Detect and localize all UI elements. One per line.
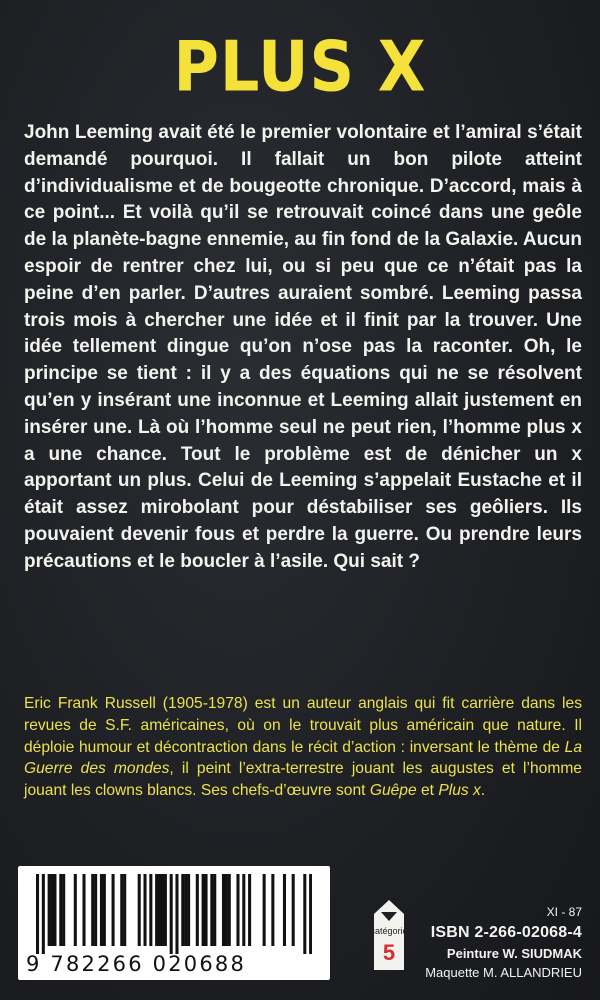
- barcode-bar: [36, 874, 39, 954]
- barcode-bar: [59, 874, 62, 946]
- bio-italic-title-3: Plus x: [438, 782, 481, 800]
- barcode-bar: [103, 874, 106, 946]
- barcode-bar: [42, 874, 45, 954]
- bio-text-3: et: [416, 782, 439, 800]
- barcode-bar: [164, 874, 167, 946]
- barcode-bars: [36, 874, 312, 954]
- barcode-bar: [82, 874, 85, 946]
- barcode-bar: [170, 874, 173, 954]
- barcode-bar: [309, 874, 312, 954]
- barcode-bar: [158, 874, 161, 946]
- category-badge: [370, 914, 408, 970]
- barcode-bar: [62, 874, 65, 946]
- barcode-bar: [283, 874, 286, 946]
- barcode-bar: [138, 874, 141, 946]
- barcode-bar: [123, 874, 126, 946]
- barcode-bar: [210, 874, 213, 946]
- barcode-bar: [242, 874, 245, 946]
- barcode-bar: [263, 874, 266, 946]
- barcode-bar: [196, 874, 199, 946]
- barcode-bar: [292, 874, 295, 946]
- barcode-bar: [74, 874, 77, 946]
- painting-credit: Peinture W. SIUDMAK: [446, 946, 582, 961]
- category-notch: [381, 912, 397, 921]
- barcode-bar: [100, 874, 103, 946]
- barcode-bar: [149, 874, 152, 946]
- barcode-bar: [236, 874, 239, 946]
- barcode-bar: [112, 874, 115, 946]
- bio-italic-title-1: La Guerre des mondes: [24, 738, 582, 778]
- barcode-bar: [91, 874, 94, 946]
- barcode-bar: [184, 874, 187, 946]
- category-label: catégorie: [370, 926, 408, 936]
- isbn: ISBN 2-266-02068-4: [430, 924, 582, 941]
- barcode-bar: [225, 874, 228, 946]
- category-number: 5: [382, 940, 396, 965]
- barcode-bar: [155, 874, 158, 946]
- barcode-bar: [222, 874, 225, 946]
- bio-italic-title-2: Guêpe: [369, 782, 417, 800]
- bio-text-1: Eric Frank Russell (1905-1978) est un auteur anglais qui fit carrière dans les revues de S.F. américaines, où on le trouvait plus américain que nature. Il déploie humour et décontraction dans le récit d’action : inversant le thème de: [24, 695, 582, 756]
- bio-text-4: .: [480, 782, 486, 800]
- barcode-digits: 9 782266 020688: [26, 952, 247, 976]
- barcode-bar: [175, 874, 178, 954]
- barcode-bar: [303, 874, 306, 954]
- author-bio: [24, 693, 582, 802]
- barcode-bar: [248, 874, 251, 946]
- bio-text-2: , il peint l’extra-terrestre jouant les augustes et l’homme jouant les clowns blancs. Ses chefs-d’œuvre sont: [24, 760, 582, 800]
- publisher-info: [402, 902, 582, 982]
- barcode-bar: [205, 874, 208, 946]
- barcode-bar: [120, 874, 123, 946]
- barcode-bar: [202, 874, 205, 946]
- barcode: [18, 866, 330, 980]
- barcode-bar: [213, 874, 216, 946]
- barcode-bar: [51, 874, 54, 946]
- barcode-bar: [181, 874, 184, 946]
- book-title: PLUS X: [173, 25, 427, 108]
- barcode-bar: [271, 874, 274, 946]
- barcode-bar: [48, 874, 51, 946]
- layout-credit: Maquette M. ALLANDRIEU: [425, 965, 582, 980]
- print-code: XI - 87: [546, 905, 582, 919]
- barcode-bar: [94, 874, 97, 946]
- barcode-bar: [161, 874, 164, 946]
- summary-text: John Leeming avait été le premier volontaire et l’amiral s’était demandé pourquoi. Il fallait un bon pilote atteint d’individualisme et de bougeotte chronique. D’accord, mais à ce point... Et voilà qu’il se retrouvait coincé dans une geôle de la planète-bagne ennemie, au fin fond de la Galaxie. Aucun espoir de rentrer chez lui, ou si peu que ce n’était pas la peine d’en parler. D’autres auraient sombré. Leeming passa trois mois à chercher une idée et il finit par la trouver. Une idée tellement dingue qu’on n’ose pas la raconter. Oh, le principe se tient : il y a des équations qui ne se résolvent qu’en y insérant une inconnue et Leeming allait justement en insérer une. Là où l’homme seul ne peut rien, l’homme plus x a une chance. Tout le problème est de dénicher un x apportant un plus. Celui de Leeming s’appelait Eustache et il était assez mirobolant pour déstabiliser ses geôliers. Ils pouvaient devenir fous et perdre la guerre. Ou prendre leurs précautions et le boucler à l’asile. Qui sait ?: [24, 122, 582, 572]
- barcode-bar: [143, 874, 146, 946]
- barcode-bar: [228, 874, 231, 946]
- barcode-bar: [187, 874, 190, 946]
- barcode-bar: [53, 874, 56, 946]
